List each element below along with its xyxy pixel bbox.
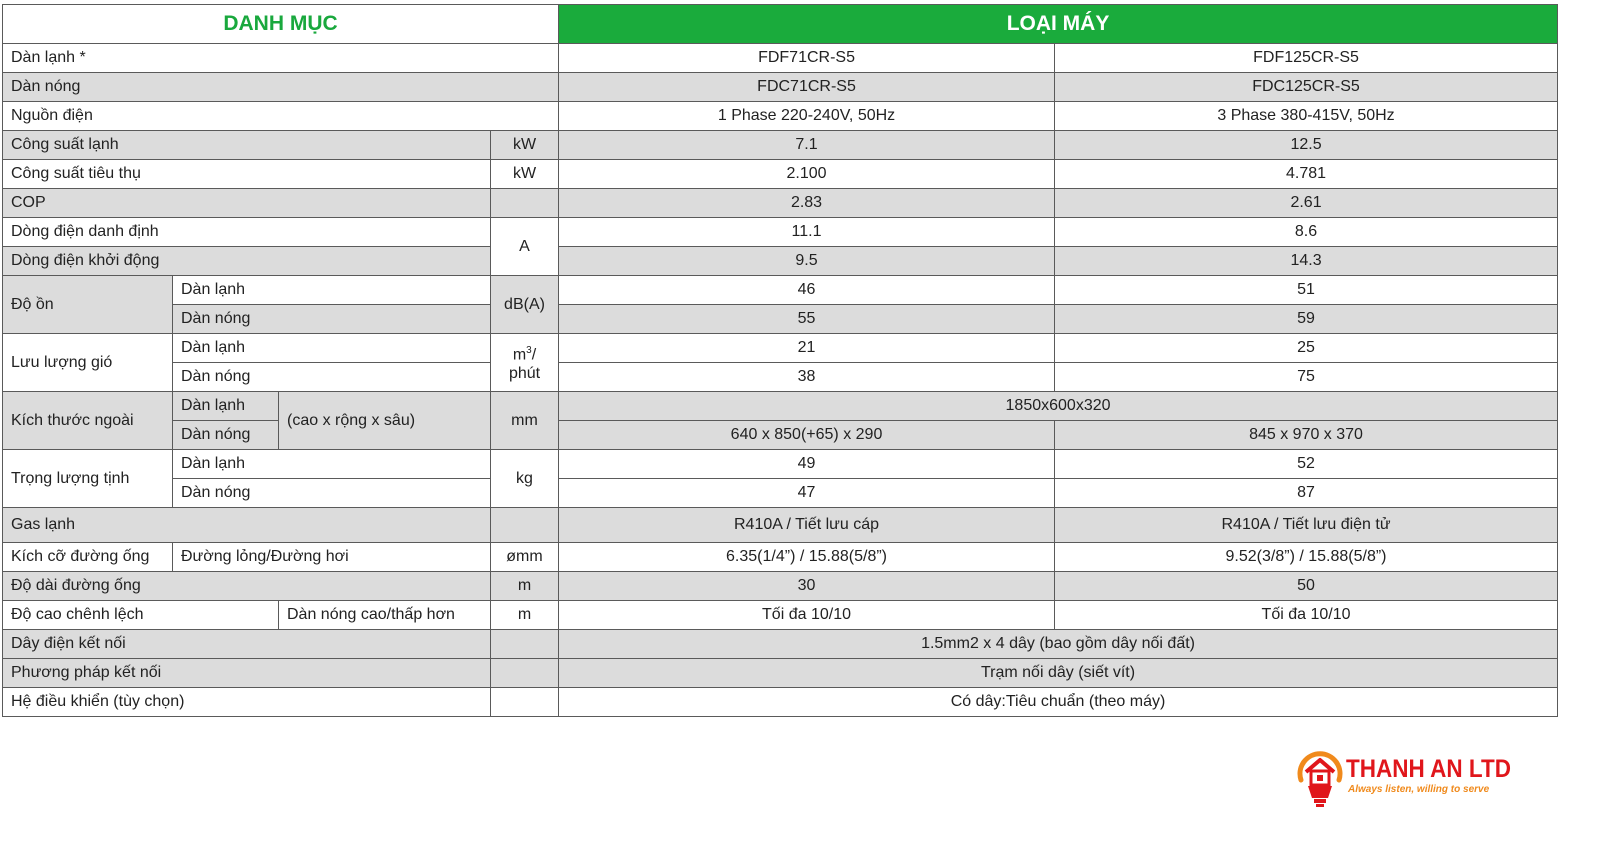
- row-label-airflow: Lưu lượng gió: [3, 334, 173, 392]
- sub-label: Dàn lạnh: [173, 334, 491, 363]
- sub-label: Dàn lạnh: [173, 392, 279, 421]
- sub-label: Dàn nóng: [173, 421, 279, 450]
- row-label-power: Nguồn điện: [3, 102, 559, 131]
- cell-value: 50: [1055, 572, 1558, 601]
- cell-value: FDC125CR-S5: [1055, 73, 1558, 102]
- unit-cell: [491, 688, 559, 717]
- cell-value: 11.1: [559, 218, 1055, 247]
- cell-value: 845 x 970 x 370: [1055, 421, 1558, 450]
- row-label-controller: Hệ điều khiển (tùy chọn): [3, 688, 491, 717]
- unit-line2: phút: [508, 364, 541, 382]
- header-model-type: LOẠI MÁY: [559, 5, 1558, 44]
- table-row: [3, 305, 1558, 334]
- cell-value: 21: [559, 334, 1055, 363]
- unit-base: m: [512, 346, 527, 364]
- sub-label: Dàn lạnh: [173, 450, 491, 479]
- unit-superscript: 3: [526, 345, 532, 357]
- sub-label: Dàn nóng cao/thấp hơn: [279, 601, 491, 630]
- unit-cell: m: [491, 601, 559, 630]
- sub-label: Dàn nóng: [173, 479, 491, 508]
- row-label-height-diff: Độ cao chênh lệch: [3, 601, 279, 630]
- unit-cell: ømm: [491, 543, 559, 572]
- row-label-gas: Gas lạnh: [3, 508, 491, 543]
- cell-value: 8.6: [1055, 218, 1558, 247]
- table-row: [3, 160, 1558, 189]
- cell-value: 87: [1055, 479, 1558, 508]
- row-label-rated-current: Dòng điện danh định: [3, 218, 491, 247]
- row-label-pipe-size: Kích cỡ đường ống: [3, 543, 173, 572]
- cell-value: 47: [559, 479, 1055, 508]
- cell-value: 75: [1055, 363, 1558, 392]
- cell-value: 49: [559, 450, 1055, 479]
- cell-value: FDC71CR-S5: [559, 73, 1055, 102]
- table-row: [3, 601, 1558, 630]
- cell-value: 4.781: [1055, 160, 1558, 189]
- unit-tail: /: [531, 346, 537, 364]
- cell-value: 2.83: [559, 189, 1055, 218]
- dimensions-note: (cao x rộng x sâu): [279, 392, 491, 450]
- table-row: [3, 450, 1558, 479]
- unit-cell: [491, 630, 559, 659]
- unit-cell: kW: [491, 160, 559, 189]
- unit-cell: kg: [491, 450, 559, 508]
- unit-cell: [491, 189, 559, 218]
- spec-table: [2, 4, 1558, 717]
- row-label-consumption: Công suất tiêu thụ: [3, 160, 491, 189]
- unit-cell: [491, 508, 559, 543]
- cell-value: 1 Phase 220-240V, 50Hz: [559, 102, 1055, 131]
- cell-value: 6.35(1/4”) / 15.88(5/8”): [559, 543, 1055, 572]
- unit-cell: dB(A): [491, 276, 559, 334]
- sub-label: Dàn lạnh: [173, 276, 491, 305]
- cell-value: 59: [1055, 305, 1558, 334]
- cell-value: 46: [559, 276, 1055, 305]
- cell-value: FDF71CR-S5: [559, 44, 1055, 73]
- row-label-outdoor: Dàn nóng: [3, 73, 559, 102]
- unit-cell: m: [491, 572, 559, 601]
- row-label-pipe-length: Độ dài đường ống: [3, 572, 491, 601]
- row-label-wiring: Dây điện kết nối: [3, 630, 491, 659]
- cell-value: Trạm nối dây (siết vít): [559, 659, 1558, 688]
- cell-value: R410A / Tiết lưu điện tử: [1055, 508, 1558, 543]
- table-row: [3, 44, 1558, 73]
- cell-value: FDF125CR-S5: [1055, 44, 1558, 73]
- row-label-noise: Độ ồn: [3, 276, 173, 334]
- table-row: [3, 659, 1558, 688]
- table-row: [3, 479, 1558, 508]
- header-category: DANH MỤC: [3, 5, 559, 44]
- cell-value: 1.5mm2 x 4 dây (bao gồm dây nối đất): [559, 630, 1558, 659]
- cell-value: 25: [1055, 334, 1558, 363]
- unit-cell: mm: [491, 392, 559, 450]
- row-label-indoor: Dàn lạnh *: [3, 44, 559, 73]
- cell-value: 3 Phase 380-415V, 50Hz: [1055, 102, 1558, 131]
- table-row: [3, 421, 1558, 450]
- table-row: [3, 218, 1558, 247]
- table-row: [3, 688, 1558, 717]
- row-label-connection: Phương pháp kết nối: [3, 659, 491, 688]
- sub-label: Dàn nóng: [173, 305, 491, 334]
- unit-cell: kW: [491, 131, 559, 160]
- unit-cell: [491, 659, 559, 688]
- row-label-cop: COP: [3, 189, 491, 218]
- table-row: [3, 131, 1558, 160]
- logo-slogan: Always listen, willing to serve: [1348, 784, 1490, 795]
- company-logo: [1294, 742, 1534, 810]
- unit-cell: [491, 334, 559, 392]
- cell-value: 30: [559, 572, 1055, 601]
- logo-name: THANH AN LTD: [1346, 755, 1511, 783]
- cell-value: 9.52(3/8”) / 15.88(5/8”): [1055, 543, 1558, 572]
- cell-value: 2.61: [1055, 189, 1558, 218]
- row-label-dimensions: Kích thước ngoài: [3, 392, 173, 450]
- table-row: [3, 572, 1558, 601]
- cell-value: 38: [559, 363, 1055, 392]
- table-row: [3, 247, 1558, 276]
- table-row: [3, 102, 1558, 131]
- cell-value: 640 x 850(+65) x 290: [559, 421, 1055, 450]
- row-label-cooling: Công suất lạnh: [3, 131, 491, 160]
- row-label-weight: Trọng lượng tịnh: [3, 450, 173, 508]
- table-row: [3, 630, 1558, 659]
- cell-value: 7.1: [559, 131, 1055, 160]
- table-row: [3, 508, 1558, 543]
- cell-value: 14.3: [1055, 247, 1558, 276]
- table-row: [3, 189, 1558, 218]
- cell-value: 2.100: [559, 160, 1055, 189]
- table-row: [3, 392, 1558, 421]
- cell-value: Tối đa 10/10: [559, 601, 1055, 630]
- sub-label: Đường lỏng/Đường hơi: [173, 543, 491, 572]
- cell-value: 12.5: [1055, 131, 1558, 160]
- cell-value: R410A / Tiết lưu cáp: [559, 508, 1055, 543]
- unit-cell: A: [491, 218, 559, 276]
- cell-value: 55: [559, 305, 1055, 334]
- row-label-starting-current: Dòng điện khởi động: [3, 247, 491, 276]
- cell-value: 1850x600x320: [559, 392, 1558, 421]
- cell-value: Có dây:Tiêu chuẩn (theo máy): [559, 688, 1558, 717]
- cell-value: 9.5: [559, 247, 1055, 276]
- table-row: [3, 73, 1558, 102]
- cell-value: Tối đa 10/10: [1055, 601, 1558, 630]
- table-row: [3, 334, 1558, 363]
- lightbulb-house-icon: [1294, 742, 1346, 810]
- sub-label: Dàn nóng: [173, 363, 491, 392]
- cell-value: 51: [1055, 276, 1558, 305]
- table-row: [3, 363, 1558, 392]
- cell-value: 52: [1055, 450, 1558, 479]
- table-row: [3, 276, 1558, 305]
- table-row: [3, 543, 1558, 572]
